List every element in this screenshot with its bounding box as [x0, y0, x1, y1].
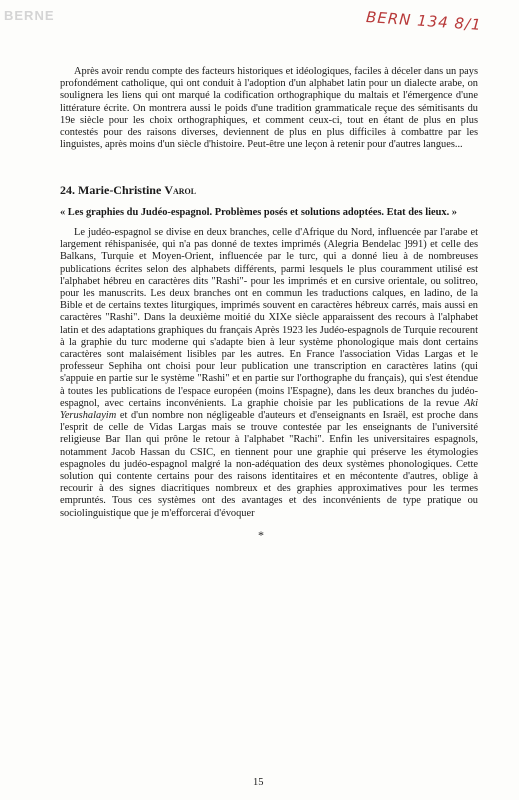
archive-stamp: BERNE — [4, 8, 55, 23]
section-number-author: 24. Marie-Christine — [60, 183, 165, 197]
body-text-part2: et d'un nombre non négligeable d'auteurs et d'enseignants en Israël, est proche dans l'esprit de celle de Vidas Largas mais se trouve contestée par les enseignants de l'université religieuse Bar Ilan qui prône le retour à l'alphabet "Rachi". Enfin les universitaires espagnols, notamment Jacob Hassan du CSIC, en tiennent pour une graphie qui préserve les étymologies espagnoles du judéo-espagnol malgré la non-adéquation des deux systèmes phonologiques. Cette solution qui contente certains pour des raisons identitaires et en mécontente d'autres, oblige à recourir à des signes diacritiques nombreux et des graphies approximatives pour les termes empruntés. Tous ces systèmes ont des avantages et des inconvénients de type pratique ou sociolinguistique que je m'efforcerai d'évoquer — [60, 410, 478, 519]
section-title: « Les graphies du Judéo-espagnol. Problèmes posés et solutions adoptées. Etat des lieux. » — [60, 207, 457, 218]
intro-paragraph: Après avoir rendu compte des facteurs historiques et idéologiques, faciles à déceler dans un pays profondément catholique, qui ont conduit à l'adoption d'un alphabet latin pour un dialecte arabe, on soulignera les liens qui ont marqué la codification orthographique du maltais et l'émergence d'une littérature écrite. On montrera aussi le poids d'une tradition grammaticale reçue des sémitisants du 19e siècle pour les choix orthographiques, et comment ceux-ci, tout en étant de plus en plus contestés pour des raisons diverses, deviennent de plus en plus difficiles à combattre par les linguistes, après moins d'un siècle d'histoire. Peut-être une leçon à retenir pour d'autres langues... — [60, 66, 478, 151]
section-separator: * — [258, 528, 264, 542]
page-number: 15 — [253, 777, 264, 788]
journal-name: Aki Yerushalayim — [60, 397, 478, 422]
body-paragraph — [60, 227, 478, 520]
section-heading — [60, 183, 196, 198]
author-surname: Varol — [164, 183, 197, 197]
handwritten-note: BERN 134 8/1 — [365, 7, 483, 35]
body-text-part1: Le judéo-espagnol se divise en deux branches, celle d'Afrique du Nord, influencée par l'arabe et largement réhispanisée, qui n'a pas donné de textes imprimés (Alegria Bendelac ]991) et celle des Balkans, Turquie et Moyen-Orient, influencée par le turc, qui a donné lieu à de nombreuses publications écrites selon des alphabets différents, parmi lesquels le plus couramment utilisé est l'alphabet hébreu en caractères dits "Rashi"- pour les imprimés et en cursive orientale, ou solitreo, pour les manuscrits. Les deux branches ont en commun les traductions calques, en ladino, de la Bible et de certains textes liturgiques, imprimés souvent en caractères hébreux carrés, mais aussi en caractères "Rashi". Dans la deuxième moitié du XIXe siècle apparaissent des recours à l'alphabet latin et des adaptations graphiques du français Après 1923 les Judéo-espagnols de Turquie recourent à la graphie du turc moderne qui s'adapte bien à leur système phonologique mais dont certains caractères sont malaisément lisibles par les autres. En France l'association Vidas Largas et le professeur Sephiha ont choisi pour leur publication une transcription en caractères latins (qui s'appuie en partie sur le système "Rashi" et en partie sur l'orthographe du français), qui s'est étendue à toutes les publications de l'espace européen (moins l'Espagne), dans les deux branches du judéo-espagnol, avec certains inconvénients. La graphie choisie par les publications de la revue — [60, 227, 478, 409]
